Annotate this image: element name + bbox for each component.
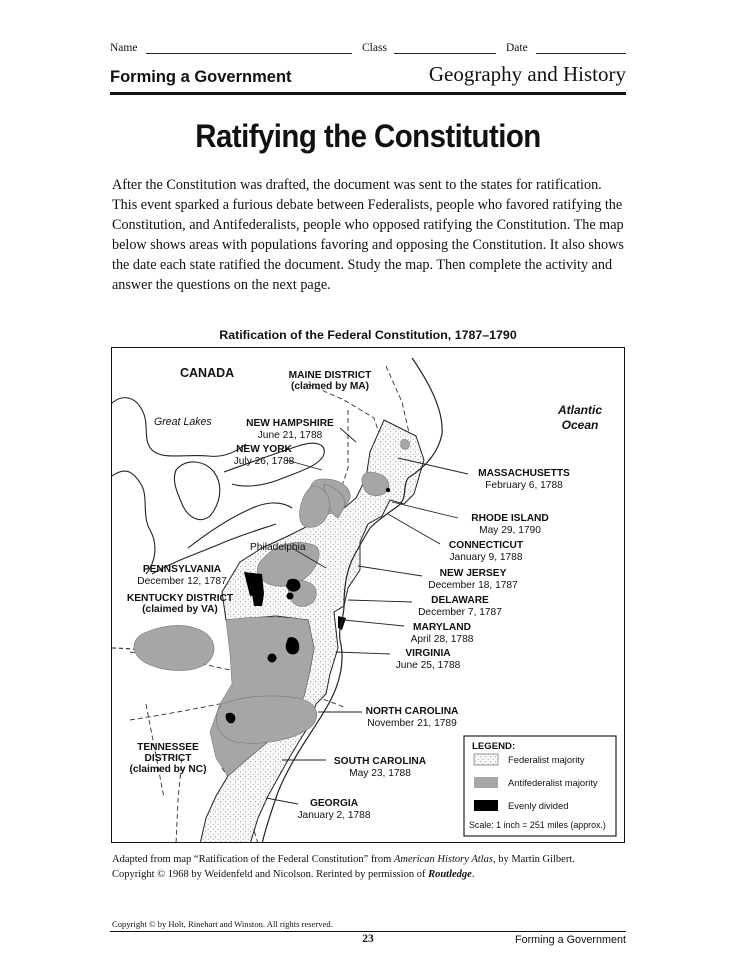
leader-maryland	[344, 620, 404, 626]
date-blank	[536, 53, 626, 54]
rhode-island-label: RHODE ISLAND	[471, 513, 549, 524]
legend-federalist-swatch	[474, 754, 498, 765]
intro-paragraph: After the Constitution was drafted, the document was sent to the states for ratification. This event sparked a furious debate between Federalists, people who favored ratifying the Constitution, and Antifederalists, people who opposed ratifying the Constitution. The map below shows areas with populations favoring and opposing the Constitution. It also shows the date each state ratified the document. Study the map. Then complete the activity and answer the questions on the next page.	[112, 177, 624, 293]
header-rule	[110, 92, 626, 95]
divided-va-dot	[268, 654, 277, 663]
anti-region-maine	[401, 440, 410, 450]
new-jersey-date: December 18, 1787	[428, 580, 518, 591]
kentucky-label-line1: KENTUCKY DISTRICT	[126, 593, 234, 604]
source-copyright: Copyright © 1968 by Weidenfeld and Nicolson. Rerinted by permission of	[112, 869, 429, 880]
north-carolina-label: NORTH CAROLINA	[365, 706, 459, 717]
connecticut-date: January 9, 1788	[449, 552, 523, 563]
south-carolina-date: May 23, 1788	[349, 768, 411, 779]
new-hampshire-date: June 21, 1788	[257, 430, 323, 441]
section-title: Geography and History	[428, 62, 626, 86]
divided-pa-dot	[287, 593, 294, 600]
source-end: .	[471, 869, 475, 880]
class-label: Class	[362, 42, 387, 54]
student-info-line	[110, 41, 626, 57]
new-hampshire-label: NEW HAMPSHIRE	[246, 418, 334, 429]
maine-label-line2: (claimed by MA)	[290, 381, 370, 392]
legend	[464, 736, 616, 836]
source-text-post: , by Martin Gilbert.	[492, 854, 575, 865]
maryland-date: April 28, 1788	[410, 634, 474, 645]
leader-new-jersey	[358, 566, 422, 576]
footer-unit: Forming a Government	[514, 934, 626, 946]
virginia-date: June 25, 1788	[395, 660, 461, 671]
tennessee-label-line1: TENNESSEE	[137, 742, 199, 753]
georgia-label: GEORGIA	[309, 798, 359, 809]
legend-divided-label: Evenly divided	[508, 800, 569, 811]
footer-copyright: Copyright © by Holt, Rinehart and Winston. All rights reserved.	[112, 919, 333, 929]
maine-label-line1: MAINE DISTRICT	[288, 370, 372, 381]
new-jersey-label: NEW JERSEY	[439, 568, 507, 579]
name-label: Name	[110, 42, 138, 54]
anti-region-kentucky	[134, 625, 214, 670]
map-title: Ratification of the Federal Constitution, 1787–1790	[219, 328, 517, 342]
great-lakes-label: Great Lakes	[154, 416, 212, 428]
delaware-label: DELAWARE	[431, 595, 489, 606]
leader-delaware	[348, 600, 412, 602]
canada-label: CANADA	[180, 366, 235, 380]
leader-rhode-island	[392, 502, 458, 518]
new-york-date: July 26, 1788	[233, 456, 295, 467]
tennessee-label-line2: DISTRICT	[144, 753, 192, 764]
name-blank	[146, 53, 352, 54]
georgia-date: January 2, 1788	[297, 810, 371, 821]
ratification-map	[111, 347, 625, 843]
south-carolina-label: SOUTH CAROLINA	[333, 756, 427, 767]
legend-antifederalist-label: Antifederalist majority	[508, 777, 598, 788]
divided-pa-southwest	[252, 594, 264, 606]
new-york-label: NEW YORK	[236, 444, 292, 455]
legend-federalist-label: Federalist majority	[508, 754, 585, 765]
unit-title: Forming a Government	[110, 68, 292, 86]
kentucky-label-line2: (claimed by VA)	[142, 604, 218, 615]
class-blank	[394, 53, 496, 54]
legend-divided-swatch	[474, 800, 498, 811]
source-credit	[112, 852, 632, 882]
divided-mass-dot	[386, 488, 390, 492]
lake-michigan-shore	[112, 471, 155, 574]
legend-title: LEGEND:	[472, 741, 516, 752]
ocean-label-line1: Atlantic	[557, 403, 603, 417]
virginia-label: VIRGINIA	[405, 648, 451, 659]
philadelphia-label: Philadelphia	[250, 542, 306, 553]
rhode-island-date: May 29, 1790	[479, 525, 541, 536]
leader-georgia	[266, 798, 298, 804]
map-svg	[112, 348, 625, 843]
source-text-pre: Adapted from map “Ratification of the Federal Constitution” from	[112, 854, 394, 865]
page-number: 23	[362, 933, 374, 945]
page-title: Ratifying the Constitution	[195, 118, 541, 154]
massachusetts-label: MASSACHUSETTS	[478, 468, 570, 479]
date-label: Date	[506, 42, 528, 54]
legend-antifederalist-swatch	[474, 777, 498, 788]
legend-scale: Scale: 1 inch = 251 miles (approx.)	[469, 820, 606, 830]
massachusetts-date: February 6, 1788	[485, 480, 563, 491]
pennsylvania-date: December 12, 1787	[137, 576, 227, 587]
delaware-date: December 7, 1787	[418, 607, 502, 618]
header	[110, 62, 626, 92]
connecticut-label: CONNECTICUT	[448, 540, 524, 551]
tennessee-label-line3: (claimed by NC)	[129, 764, 207, 775]
source-publisher: Routledge	[428, 869, 472, 880]
pennsylvania-label: PENNSYLVANIA	[142, 564, 222, 575]
leader-virginia	[336, 652, 390, 654]
lake-huron-shore	[174, 462, 219, 520]
source-book-title: American History Atlas	[393, 854, 493, 865]
footer-rule	[110, 931, 626, 932]
maryland-label: MARYLAND	[413, 622, 471, 633]
leader-connecticut	[388, 514, 440, 544]
north-carolina-date: November 21, 1789	[367, 718, 457, 729]
ocean-label-line2: Ocean	[561, 418, 599, 432]
